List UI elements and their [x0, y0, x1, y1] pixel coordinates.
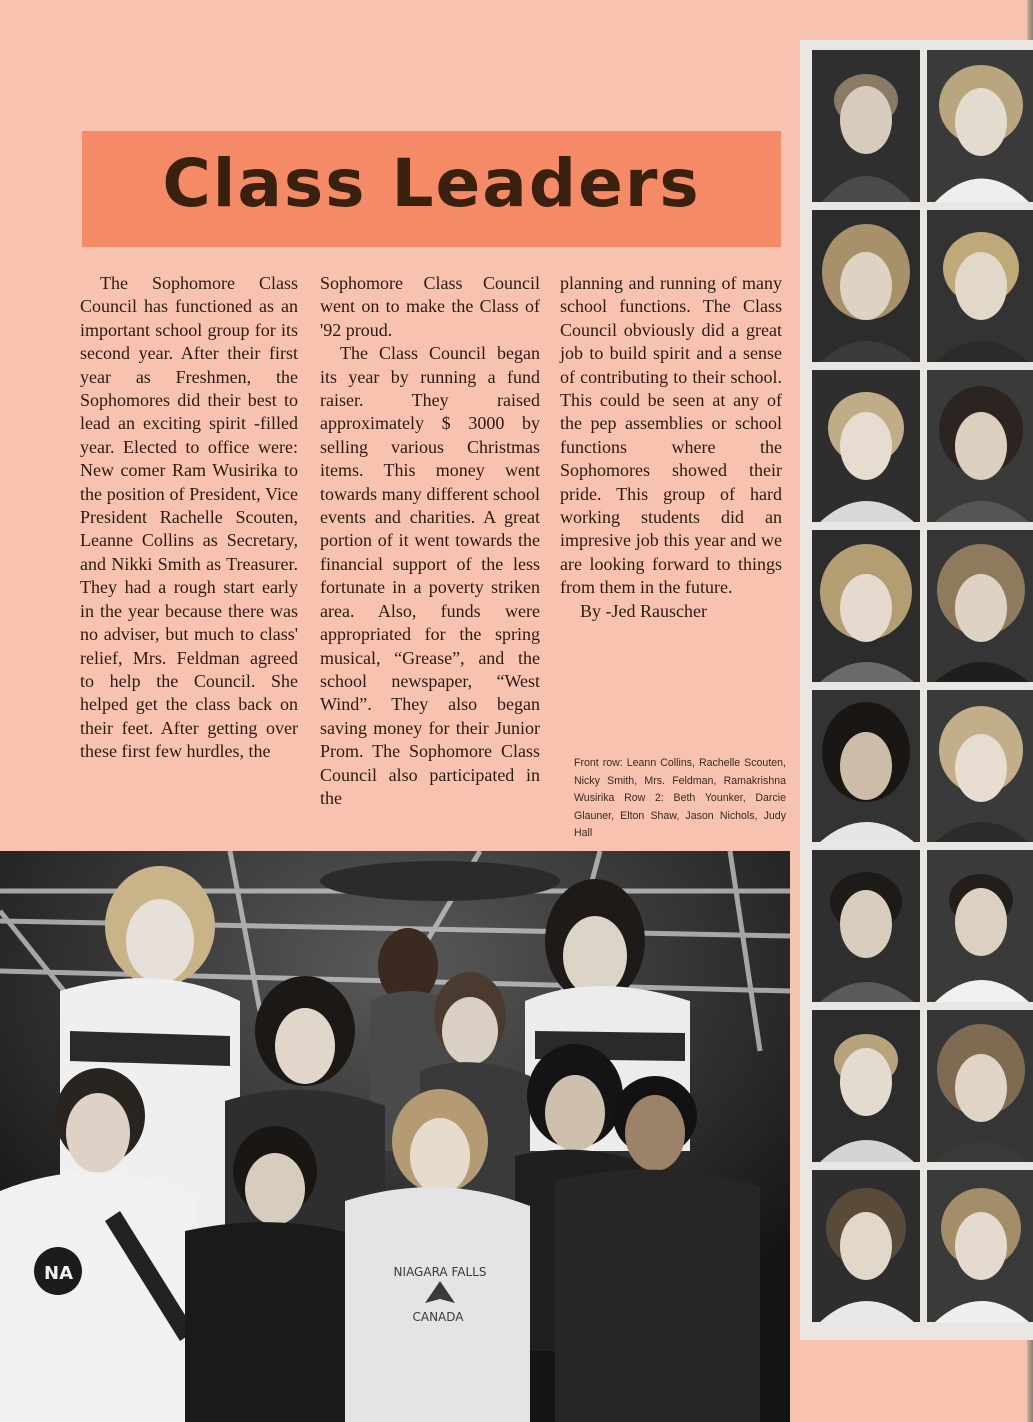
page-title: Class Leaders [162, 145, 701, 222]
student-portrait [812, 210, 920, 362]
group-photo [0, 851, 790, 1422]
title-banner [82, 131, 781, 247]
student-portrait [927, 370, 1033, 522]
student-portrait [927, 850, 1033, 1002]
student-portrait [927, 50, 1033, 202]
student-portrait [927, 210, 1033, 362]
student-portrait [927, 1010, 1033, 1162]
article-column-1 [80, 272, 298, 764]
byline: By -Jed Rauscher [580, 600, 707, 621]
article-column-2 [320, 272, 540, 810]
student-portrait [812, 850, 920, 1002]
student-portrait [812, 1170, 920, 1322]
portrait-panel [800, 40, 1033, 1340]
article-paragraph: The Class Council began its year by running a fund raiser. They raised approximately $ 3000 by selling various Christmas items. This money went towards many different school events and charities. A great portion of it went towards the financial support of the less fortunate in a poverty striken area. Also, funds were appropriated for the spring musical, “Grease”, and the school newspaper, “West Wind”. They also began saving money for their Junior Prom. The Sophomore Class Council also participated in the [320, 343, 540, 808]
student-portrait [812, 1010, 920, 1162]
student-portrait [812, 690, 920, 842]
article-paragraph: planning and running of many school functions. The Class Council obviously did a great job to build spirit and a sense of contributing to their school. This could be seen at any of the pep assemblies or school functions where the Sophomores showed their pride. This group of hard working students did an impresive job this year and we are looking forward to things from them in the future. [560, 273, 782, 598]
student-portrait [812, 50, 920, 202]
article-paragraph: The Sophomore Class Council has functioned as an important school group for its second year. After their first year as Freshmen, the Sophomores did their best to lead an exciting spirit -filled year. Elected to office were: New comer Ram Wusirika to the position of President, Vice President Rachelle Scouten, Leanne Collins as Secretary, and Nikki Smith as Treasurer. They had a rough start early in the year because there was no adviser, but much to class' relief, Mrs. Feldman agreed to help the Council. She helped get the class back on their feet. After getting over these first few hurdles, the [80, 273, 298, 762]
article-column-3 [560, 272, 782, 623]
student-portrait [927, 690, 1033, 842]
photo-caption: Front row: Leann Collins, Rachelle Scouten, Nicky Smith, Mrs. Feldman, Ramakrishna Wusirika Row 2: Beth Younker, Darcie Glauner, Elton Shaw, Jason Nichols, Judy Hall [574, 757, 786, 839]
student-portrait [812, 530, 920, 682]
student-portrait [927, 1170, 1033, 1322]
article-paragraph: Sophomore Class Council went on to make the Class of '92 proud. [320, 273, 540, 340]
sweatshirt-text: NIAGARA FALLS [393, 1265, 487, 1279]
sweatshirt-text-2: CANADA [412, 1310, 464, 1324]
student-portrait [812, 370, 920, 522]
sweater-logo: NA [44, 1263, 73, 1284]
student-portrait [927, 530, 1033, 682]
